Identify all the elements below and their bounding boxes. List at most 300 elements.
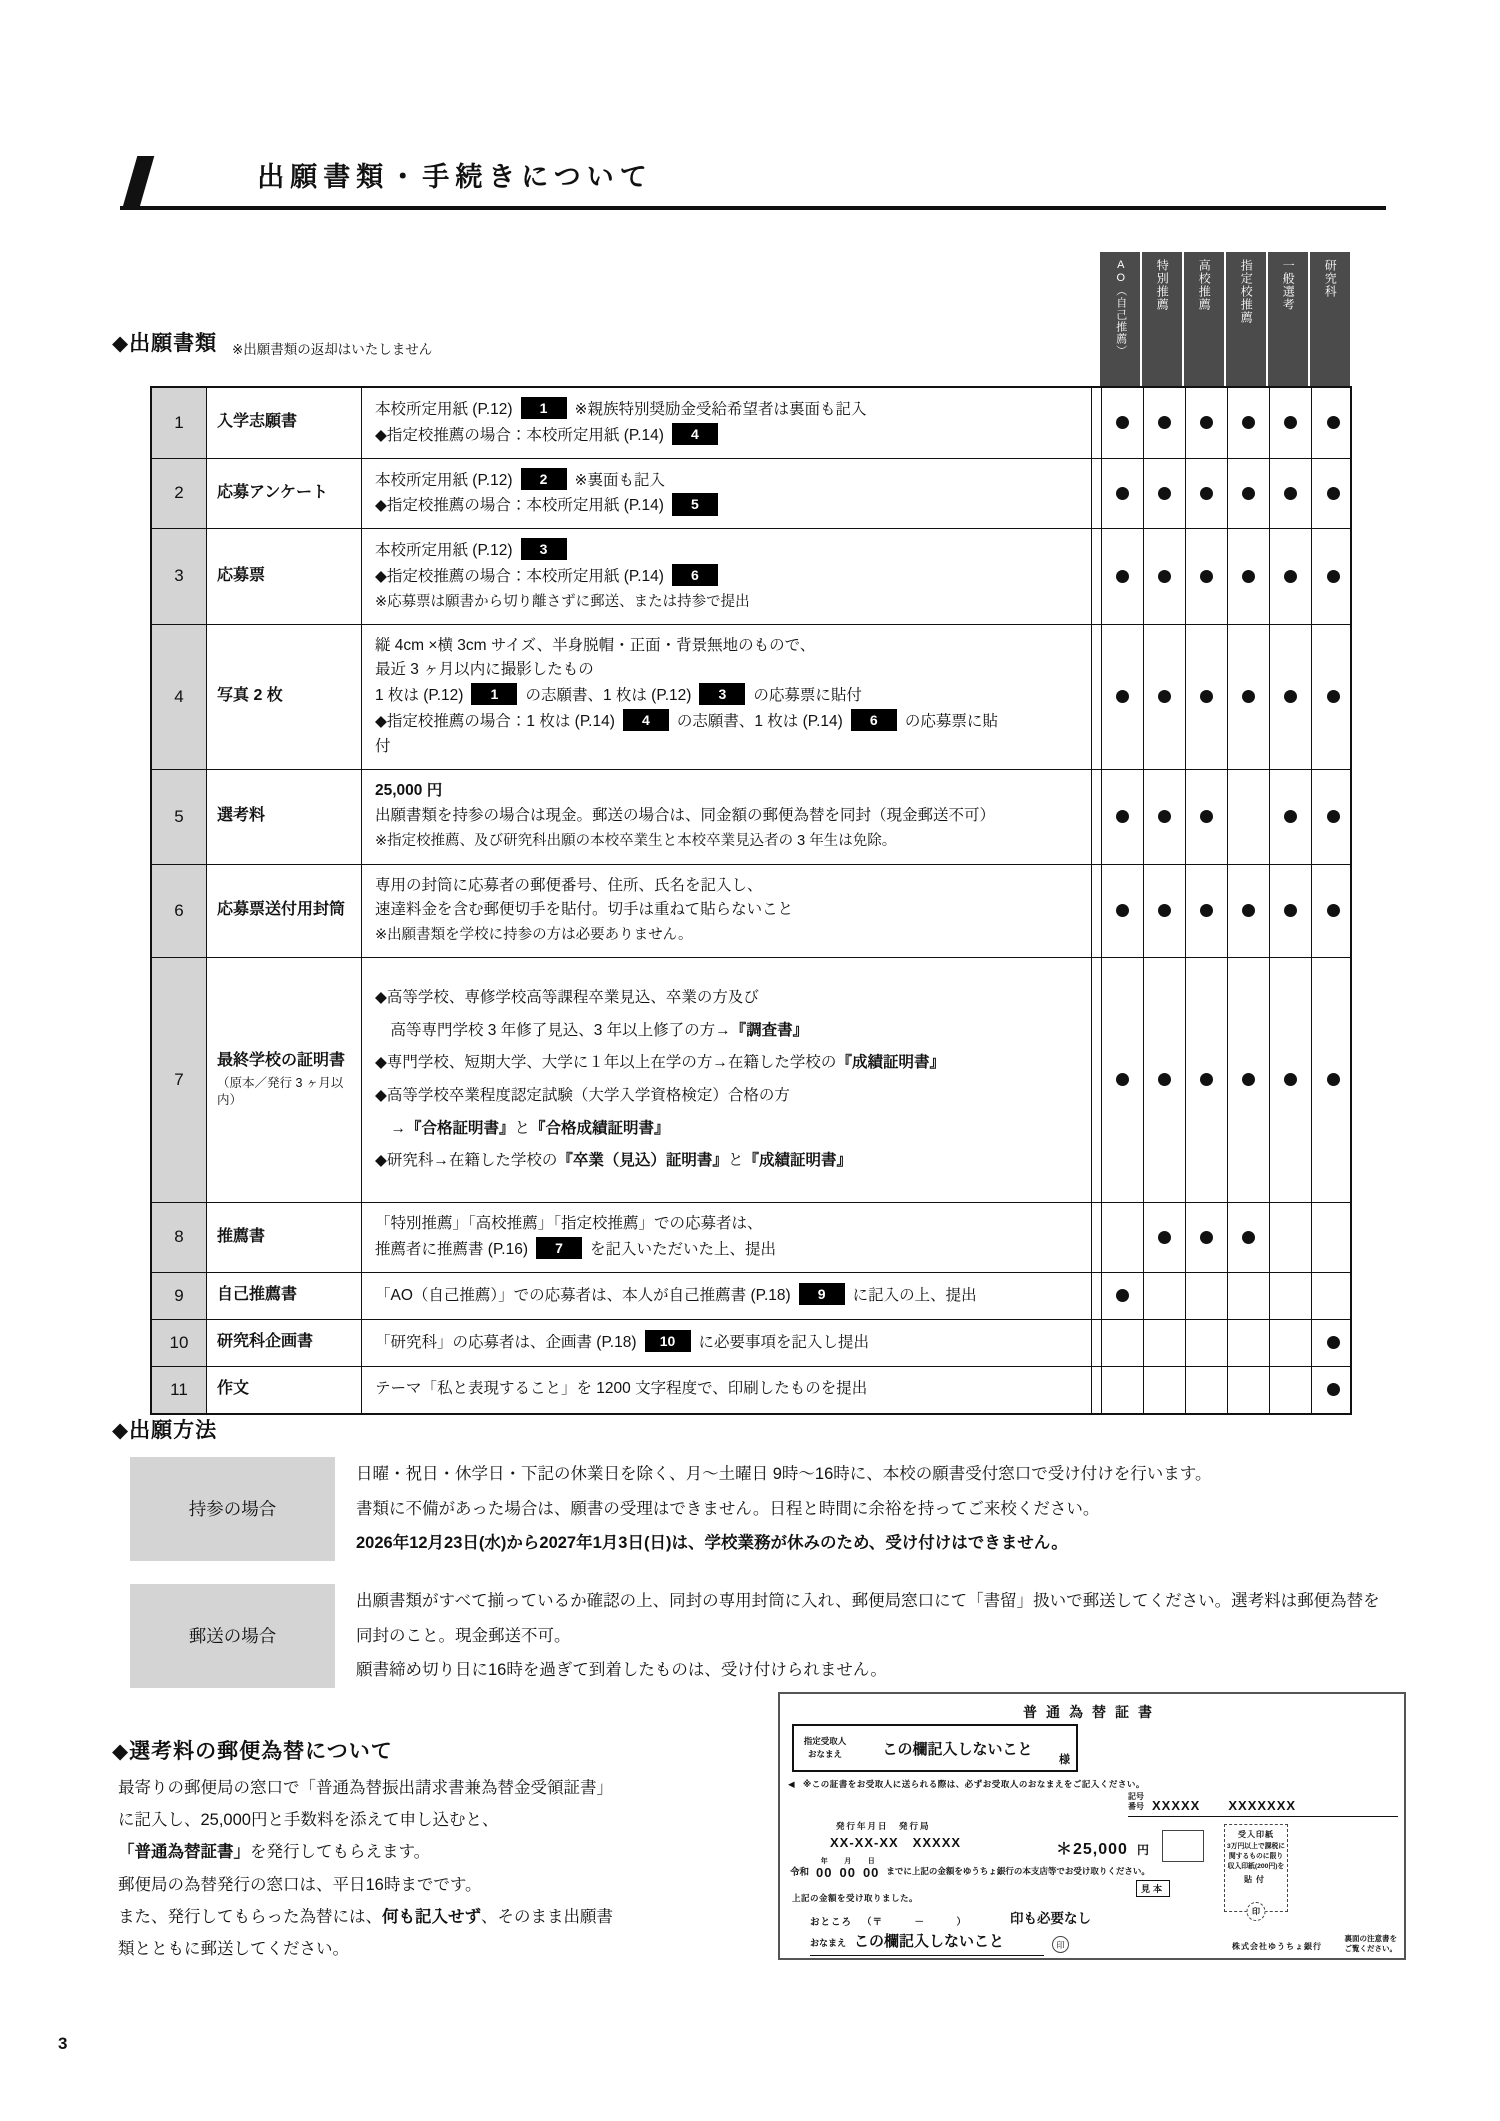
table-row bbox=[152, 1320, 1350, 1367]
symbol-number-values: XXXXX XXXXXXX bbox=[1152, 1797, 1297, 1813]
description-line bbox=[375, 397, 1078, 423]
form-number-badge: 2 bbox=[521, 468, 567, 490]
selection-type-column-headers bbox=[1100, 252, 1350, 386]
text-segment: また、発行してもらった為替には、 bbox=[118, 1907, 382, 1926]
selection-type-cell bbox=[1102, 770, 1144, 864]
selection-type-cell bbox=[1186, 1273, 1228, 1319]
certificate-note: ◀ ※この証書をお受取人に送られる際は、必ずお受取人のおなまえをご記入ください。 bbox=[788, 1779, 1145, 1789]
text-segment: 縦 4cm ×横 3cm サイズ、半身脱帽・正面・背景無地のもので、 bbox=[375, 636, 816, 654]
form-number-badge: 1 bbox=[471, 683, 517, 705]
selection-type-cell bbox=[1228, 958, 1270, 1202]
method-line: 2026年12月23日(水)から2027年1月3日(日)は、学校業務が休みのため、受け付けはできません。 bbox=[356, 1534, 1068, 1553]
document-name-label: 研究科企画書 bbox=[217, 1333, 314, 1351]
table-row bbox=[152, 958, 1350, 1203]
applicable-dot bbox=[1284, 487, 1297, 500]
form-number-badge: 4 bbox=[672, 423, 718, 445]
text-segment: ◆研究科→在籍した学校の bbox=[375, 1152, 558, 1170]
description-line bbox=[375, 1047, 1078, 1080]
bank-name: 株式会社ゆうちょ銀行 bbox=[1232, 1942, 1322, 1951]
selection-type-cell bbox=[1270, 625, 1312, 769]
payee-honorific: 様 bbox=[1059, 1754, 1070, 1766]
selection-type-cell bbox=[1102, 1203, 1144, 1272]
text-segment: ※指定校推薦、及び研究科出願の本校卒業生と本校卒業見込者の 3 年生は免除。 bbox=[375, 832, 897, 849]
description-line bbox=[375, 590, 1078, 615]
applicable-dot bbox=[1242, 904, 1255, 917]
document-name bbox=[207, 1273, 362, 1319]
applicable-dot bbox=[1158, 1231, 1171, 1244]
applicable-dot bbox=[1327, 690, 1340, 703]
row-number: 11 bbox=[152, 1367, 207, 1413]
text-segment: 郵便局の為替発行の窓口は、平日16時までです。 bbox=[118, 1875, 482, 1894]
text-segment: ◆指定校推薦の場合：本校所定用紙 (P.14) bbox=[375, 567, 664, 585]
selection-type-cell bbox=[1102, 958, 1144, 1202]
gap-cell bbox=[1092, 1273, 1102, 1319]
document-name bbox=[207, 865, 362, 957]
money-order-line bbox=[118, 1933, 613, 1965]
method-line: 出願書類がすべて揃っているか確認の上、同封の専用封筒に入れ、郵便局窓口にて「書留」扱いで郵送してください。選考料は郵便為替を同封のこと。現金郵送不可。 bbox=[356, 1591, 1380, 1645]
payee-value: この欄記入しないこと bbox=[882, 1740, 1033, 1758]
selection-type-cell bbox=[1102, 388, 1144, 458]
form-number-badge: 3 bbox=[521, 538, 567, 560]
description-line bbox=[375, 468, 1078, 494]
document-name-label: 入学志願書 bbox=[217, 413, 298, 431]
issue-date-block: 発行年月日 発行局 XX-XX-XX XXXXX bbox=[830, 1821, 962, 1850]
method-label: 郵送の場合 bbox=[130, 1584, 335, 1688]
selection-type-cell bbox=[1312, 625, 1354, 769]
money-order-line bbox=[118, 1901, 613, 1933]
selection-type-cell bbox=[1144, 1320, 1186, 1366]
description-line bbox=[375, 1080, 1078, 1113]
document-name bbox=[207, 529, 362, 623]
applicable-dot bbox=[1242, 690, 1255, 703]
page-title: 出願書類・手続きについて bbox=[257, 162, 653, 192]
text-segment: 何も記入せず bbox=[382, 1907, 481, 1926]
text-segment: の志願書、1 枚は (P.14) bbox=[676, 712, 843, 730]
document-name-label: 推薦書 bbox=[217, 1227, 266, 1245]
text-segment: 『調査書』 bbox=[730, 1021, 809, 1039]
description-line bbox=[375, 1330, 1078, 1356]
text-segment: 『卒業（見込）証明書』 bbox=[557, 1152, 728, 1170]
text-segment: に記入し、25,000円と手数料を添えて申し込むと、 bbox=[118, 1811, 499, 1830]
selection-type-cell bbox=[1144, 1273, 1186, 1319]
text-segment: 、そのまま出願書 bbox=[481, 1907, 613, 1926]
text-segment: 速達料金を含む郵便切手を貼付。切手は重ねて貼らないこと bbox=[375, 901, 794, 919]
received-statement: 上記の金額を受け取りました。 bbox=[792, 1893, 919, 1903]
applicable-dot bbox=[1327, 570, 1340, 583]
postal-money-order-sample bbox=[778, 1692, 1406, 1960]
selection-type-cell bbox=[1102, 1320, 1144, 1366]
applicable-dot bbox=[1327, 416, 1340, 429]
selection-type-cell bbox=[1144, 1367, 1186, 1413]
method-description bbox=[356, 1457, 1396, 1561]
document-description bbox=[362, 388, 1092, 458]
text-segment: テーマ「私と表現すること」を 1200 文字程度で、印刷したものを提出 bbox=[375, 1380, 868, 1398]
blank-box bbox=[1162, 1830, 1204, 1862]
text-segment: ◆高等学校卒業程度認定試験（大学入学資格検定）合格の方 bbox=[375, 1086, 790, 1104]
selection-type-cell bbox=[1312, 958, 1354, 1202]
selection-type-cell bbox=[1144, 388, 1186, 458]
applicable-dot bbox=[1200, 904, 1213, 917]
selection-type-cell bbox=[1228, 865, 1270, 957]
name-line: おなまえ この欄記入しないこと bbox=[810, 1930, 1044, 1956]
column-header-label: 研究科 bbox=[1323, 259, 1338, 298]
applicable-dot bbox=[1284, 904, 1297, 917]
money-order-paragraph bbox=[118, 1772, 613, 1965]
description-line bbox=[375, 493, 1078, 519]
address-line: おところ （〒 － ） bbox=[810, 1917, 968, 1928]
money-order-section-heading: ◆選考料の郵便為替について bbox=[112, 1740, 393, 1763]
text-segment: と bbox=[514, 1119, 531, 1137]
money-order-line bbox=[118, 1804, 613, 1836]
applicable-dot bbox=[1116, 690, 1129, 703]
selection-type-cell bbox=[1102, 529, 1144, 623]
document-description bbox=[362, 459, 1092, 529]
document-name-label: 選考料 bbox=[217, 807, 266, 825]
selection-type-cell bbox=[1228, 770, 1270, 864]
form-number-badge: 5 bbox=[672, 493, 718, 515]
selection-type-cell bbox=[1270, 459, 1312, 529]
selection-type-cell bbox=[1228, 388, 1270, 458]
text-segment: ◆指定校推薦の場合：本校所定用紙 (P.14) bbox=[375, 426, 664, 444]
description-line bbox=[375, 709, 1078, 735]
text-segment: ※親族特別奨励金受給希望者は裏面も記入 bbox=[574, 401, 867, 418]
document-name bbox=[207, 388, 362, 458]
gap-cell bbox=[1092, 1367, 1102, 1413]
description-line bbox=[375, 538, 1078, 564]
applicable-dot bbox=[1116, 416, 1129, 429]
selection-type-cell bbox=[1144, 1203, 1186, 1272]
document-name bbox=[207, 770, 362, 864]
applicable-dot bbox=[1116, 904, 1129, 917]
money-order-line bbox=[118, 1869, 613, 1901]
text-segment: に必要事項を記入し提出 bbox=[698, 1333, 870, 1351]
document-description bbox=[362, 1320, 1092, 1366]
text-segment: 「研究科」の応募者は、企画書 (P.18) bbox=[375, 1333, 637, 1351]
specimen-mark: 見本 bbox=[1136, 1880, 1170, 1897]
document-name bbox=[207, 625, 362, 769]
document-name bbox=[207, 958, 362, 1202]
text-segment: の志願書、1 枚は (P.12) bbox=[525, 687, 692, 705]
description-line bbox=[375, 1237, 1078, 1263]
text-segment: 本校所定用紙 (P.12) bbox=[375, 401, 513, 418]
selection-type-cell bbox=[1270, 388, 1312, 458]
applicable-dot bbox=[1200, 810, 1213, 823]
gap-cell bbox=[1092, 958, 1102, 1202]
applicable-dot bbox=[1242, 570, 1255, 583]
text-segment: 類とともに郵送してください。 bbox=[118, 1939, 349, 1958]
applicable-dot bbox=[1200, 1231, 1213, 1244]
text-segment: 推薦者に推薦書 (P.16) bbox=[375, 1240, 529, 1258]
column-header-4 bbox=[1226, 252, 1266, 386]
applicable-dot bbox=[1284, 570, 1297, 583]
method-line: 願書締め切り日に16時を過ぎて到着したものは、受け付けられません。 bbox=[356, 1661, 887, 1680]
applicable-dot bbox=[1242, 487, 1255, 500]
selection-type-cell bbox=[1312, 1320, 1354, 1366]
selection-type-cell bbox=[1270, 1203, 1312, 1272]
applicable-dot bbox=[1327, 810, 1340, 823]
description-line bbox=[375, 658, 1078, 683]
description-line bbox=[375, 1145, 1078, 1178]
applicable-dot bbox=[1284, 416, 1297, 429]
gap-cell bbox=[1092, 625, 1102, 769]
text-segment: ※出願書類を学校に持参の方は必要ありません。 bbox=[375, 927, 693, 944]
gap-cell bbox=[1092, 865, 1102, 957]
selection-type-cell bbox=[1228, 625, 1270, 769]
text-segment: ※応募票は願書から切り離さずに郵送、または持参で提出 bbox=[375, 593, 750, 610]
applicable-dot bbox=[1116, 570, 1129, 583]
selection-type-cell bbox=[1312, 1203, 1354, 1272]
selection-type-cell bbox=[1144, 625, 1186, 769]
form-number-badge: 3 bbox=[699, 683, 745, 705]
table-row bbox=[152, 1367, 1350, 1413]
text-segment: 最寄りの郵便局の窓口で「普通為替振出請求書兼為替金受領証書」 bbox=[118, 1779, 613, 1797]
description-line bbox=[375, 423, 1078, 449]
document-description bbox=[362, 1273, 1092, 1319]
description-line bbox=[375, 1212, 1078, 1237]
methods-section-heading: ◆出願方法 bbox=[112, 1419, 218, 1442]
text-segment: 「AO（自己推薦）」での応募者は、本人が自己推薦書 (P.18) bbox=[375, 1286, 791, 1304]
table-row bbox=[152, 1273, 1350, 1320]
applicable-dot bbox=[1327, 1383, 1340, 1396]
document-name-label: 最終学校の証明書 bbox=[217, 1052, 346, 1070]
text-segment: ◆指定校推薦の場合：本校所定用紙 (P.14) bbox=[375, 497, 664, 515]
row-number: 3 bbox=[152, 529, 207, 623]
selection-type-cell bbox=[1186, 1320, 1228, 1366]
applicable-dot bbox=[1284, 690, 1297, 703]
selection-type-cell bbox=[1228, 1367, 1270, 1413]
selection-type-cell bbox=[1312, 865, 1354, 957]
applicable-dot bbox=[1158, 416, 1171, 429]
table-row bbox=[152, 529, 1350, 624]
description-line bbox=[375, 779, 1078, 804]
symbol-number-row bbox=[1128, 1792, 1398, 1817]
document-description bbox=[362, 625, 1092, 769]
description-line bbox=[375, 683, 1078, 709]
selection-type-cell bbox=[1312, 459, 1354, 529]
gap-cell bbox=[1092, 388, 1102, 458]
symbol-number-labels: 記号 番号 bbox=[1128, 1792, 1144, 1812]
documents-section-note: ※出願書類の返却はいたしません bbox=[232, 342, 433, 357]
document-name-label: 応募アンケート bbox=[217, 483, 329, 501]
text-segment: → bbox=[375, 1119, 407, 1137]
stamp-seal-icon: 印 bbox=[1247, 1902, 1266, 1921]
description-line bbox=[375, 898, 1078, 923]
left-arrow-icon: ◀ bbox=[788, 1779, 796, 1789]
methods-list bbox=[130, 1457, 1396, 1688]
form-number-badge: 7 bbox=[536, 1237, 582, 1259]
table-row bbox=[152, 1203, 1350, 1273]
selection-type-cell bbox=[1228, 529, 1270, 623]
document-name-label: 自己推薦書 bbox=[217, 1286, 298, 1304]
table-row bbox=[152, 459, 1350, 530]
selection-type-cell bbox=[1270, 1320, 1312, 1366]
document-description bbox=[362, 1203, 1092, 1272]
applicable-dot bbox=[1284, 810, 1297, 823]
text-segment: 最近 3 ヶ月以内に撮影したもの bbox=[375, 661, 594, 679]
text-segment: を発行してもらえます。 bbox=[250, 1843, 431, 1862]
selection-type-cell bbox=[1186, 958, 1228, 1202]
document-description bbox=[362, 865, 1092, 957]
description-line bbox=[375, 1113, 1078, 1146]
description-line bbox=[375, 564, 1078, 590]
selection-type-cell bbox=[1312, 1273, 1354, 1319]
document-description bbox=[362, 529, 1092, 623]
applicable-dot bbox=[1200, 1073, 1213, 1086]
column-header-5 bbox=[1268, 252, 1308, 386]
selection-type-cell bbox=[1144, 459, 1186, 529]
method-item bbox=[130, 1457, 1396, 1561]
method-description bbox=[356, 1584, 1396, 1688]
form-number-badge: 4 bbox=[623, 709, 669, 731]
text-segment: ◆指定校推薦の場合：1 枚は (P.14) bbox=[375, 712, 615, 730]
column-header-label: 指定校推薦 bbox=[1239, 259, 1254, 324]
applicable-dot bbox=[1158, 904, 1171, 917]
description-line bbox=[375, 1015, 1078, 1048]
text-segment: の応募票に貼付 bbox=[753, 687, 862, 705]
applicable-dot bbox=[1242, 1231, 1255, 1244]
selection-type-cell bbox=[1144, 958, 1186, 1202]
method-item bbox=[130, 1584, 1396, 1688]
table-row bbox=[152, 770, 1350, 865]
amount: ＊25,000 円 bbox=[1056, 1841, 1149, 1858]
selection-type-cell bbox=[1102, 1367, 1144, 1413]
applicable-dot bbox=[1200, 487, 1213, 500]
gap-cell bbox=[1092, 459, 1102, 529]
description-line bbox=[375, 1377, 1078, 1402]
form-number-badge: 1 bbox=[521, 397, 567, 419]
method-label: 持参の場合 bbox=[130, 1457, 335, 1561]
selection-type-cell bbox=[1312, 770, 1354, 864]
selection-type-cell bbox=[1228, 1273, 1270, 1319]
row-number: 5 bbox=[152, 770, 207, 864]
selection-type-cell bbox=[1228, 459, 1270, 529]
row-number: 8 bbox=[152, 1203, 207, 1272]
description-line bbox=[375, 804, 1078, 829]
selection-type-cell bbox=[1270, 865, 1312, 957]
document-name bbox=[207, 1320, 362, 1366]
document-name-label: 応募票 bbox=[217, 566, 266, 584]
document-name-label: 応募票送付用封筒 bbox=[217, 901, 346, 919]
text-segment: 専用の封筒に応募者の郵便番号、住所、氏名を記入し、 bbox=[375, 876, 763, 894]
form-number-badge: 6 bbox=[672, 564, 718, 586]
document-name-label: 写真 2 枚 bbox=[217, 687, 283, 705]
applicable-dot bbox=[1200, 570, 1213, 583]
applicable-dot bbox=[1327, 904, 1340, 917]
text-segment: 本校所定用紙 (P.12) bbox=[375, 471, 513, 489]
revenue-stamp-box: 受入印紙 3万円以上で課税に 関するものに限り 収入印紙(200円)を 貼付 印 bbox=[1224, 1824, 1288, 1912]
table-row bbox=[152, 625, 1350, 770]
selection-type-cell bbox=[1186, 1203, 1228, 1272]
selection-type-cell bbox=[1186, 770, 1228, 864]
text-segment: 「特別推薦」「高校推薦」「指定校推薦」での応募者は、 bbox=[375, 1214, 763, 1232]
text-segment: に記入の上、提出 bbox=[852, 1286, 977, 1304]
applicable-dot bbox=[1327, 1336, 1340, 1349]
selection-type-cell bbox=[1186, 1367, 1228, 1413]
no-seal-note: 印も必要なし bbox=[1010, 1911, 1091, 1926]
applicable-dot bbox=[1242, 1073, 1255, 1086]
applicable-dot bbox=[1327, 1073, 1340, 1086]
selection-type-cell bbox=[1102, 459, 1144, 529]
selection-type-cell bbox=[1144, 770, 1186, 864]
selection-type-cell bbox=[1186, 865, 1228, 957]
applicable-dot bbox=[1158, 690, 1171, 703]
description-line bbox=[375, 874, 1078, 899]
selection-type-cell bbox=[1228, 1203, 1270, 1272]
column-header-label: 高校推薦 bbox=[1197, 259, 1212, 311]
deadline-line: 令和 年 00 月 00 日 00 までに上記の金額をゆうちょ銀行の本支店等でお受け取りください。 bbox=[790, 1858, 1150, 1880]
row-number: 6 bbox=[152, 865, 207, 957]
certificate-title: 普通為替証書 bbox=[1023, 1704, 1161, 1720]
selection-type-cell bbox=[1102, 625, 1144, 769]
description-line bbox=[375, 735, 1078, 760]
page-number: 3 bbox=[58, 2034, 68, 2053]
text-segment: ◆高等学校、専修学校高等課程卒業見込、卒業の方及び bbox=[375, 989, 759, 1007]
text-segment: ◆専門学校、短期大学、大学に１年以上在学の方→在籍した学校の bbox=[375, 1054, 837, 1072]
text-segment: 高等専門学校 3 年修了見込、3 年以上修了の方→ bbox=[375, 1021, 731, 1039]
selection-type-cell bbox=[1270, 529, 1312, 623]
document-description bbox=[362, 770, 1092, 864]
description-line bbox=[375, 923, 1078, 948]
applicable-dot bbox=[1116, 487, 1129, 500]
selection-type-cell bbox=[1186, 459, 1228, 529]
text-segment: 『合格成績証明書』 bbox=[530, 1119, 670, 1137]
applicable-dot bbox=[1327, 487, 1340, 500]
selection-type-cell bbox=[1102, 1273, 1144, 1319]
text-segment: 『成績証明書』 bbox=[743, 1152, 852, 1170]
payee-box bbox=[792, 1724, 1078, 1772]
text-segment: ※裏面も記入 bbox=[574, 471, 666, 489]
selection-type-cell bbox=[1312, 529, 1354, 623]
gap-cell bbox=[1092, 770, 1102, 864]
text-segment: と bbox=[727, 1152, 744, 1170]
applicable-dot bbox=[1116, 1289, 1129, 1302]
applicable-dot bbox=[1158, 810, 1171, 823]
row-number: 1 bbox=[152, 388, 207, 458]
applicable-dot bbox=[1242, 416, 1255, 429]
method-line: 日曜・祝日・休学日・下記の休業日を除く、月～土曜日 9時～16時に、本校の願書受付窓口で受け付けを行います。 bbox=[356, 1465, 1212, 1483]
row-number: 4 bbox=[152, 625, 207, 769]
table-row bbox=[152, 388, 1350, 459]
applicable-dot bbox=[1116, 810, 1129, 823]
selection-type-cell bbox=[1102, 865, 1144, 957]
form-number-badge: 10 bbox=[645, 1330, 691, 1352]
header-slash-mark bbox=[123, 156, 155, 207]
payee-labels: 指定受取人 おなまえ bbox=[803, 1736, 847, 1759]
column-header-6 bbox=[1310, 252, 1350, 386]
document-name bbox=[207, 1203, 362, 1272]
row-number: 7 bbox=[152, 958, 207, 1202]
selection-type-cell bbox=[1270, 770, 1312, 864]
gap-cell bbox=[1092, 1320, 1102, 1366]
selection-type-cell bbox=[1228, 1320, 1270, 1366]
selection-type-cell bbox=[1270, 958, 1312, 1202]
applicable-dot bbox=[1200, 416, 1213, 429]
method-line: 書類に不備があった場合は、願書の受理はできません。日程と時間に余裕を持ってご来校ください。 bbox=[356, 1499, 1100, 1518]
column-header-label: AO（自己推薦） bbox=[1114, 259, 1127, 357]
selection-type-cell bbox=[1144, 865, 1186, 957]
text-segment: 『成績証明書』 bbox=[836, 1054, 945, 1072]
seal-mark-icon: 印 bbox=[1052, 1936, 1069, 1953]
text-segment: 本校所定用紙 (P.12) bbox=[375, 542, 513, 560]
text-segment: 1 枚は (P.12) bbox=[375, 687, 464, 705]
documents-section-heading: ◆出願書類 bbox=[112, 332, 218, 355]
selection-type-cell bbox=[1312, 388, 1354, 458]
applicable-dot bbox=[1116, 1073, 1129, 1086]
form-number-badge: 6 bbox=[851, 709, 897, 731]
text-segment: 25,000 円 bbox=[375, 782, 443, 800]
document-description bbox=[362, 1367, 1092, 1413]
row-number: 10 bbox=[152, 1320, 207, 1366]
